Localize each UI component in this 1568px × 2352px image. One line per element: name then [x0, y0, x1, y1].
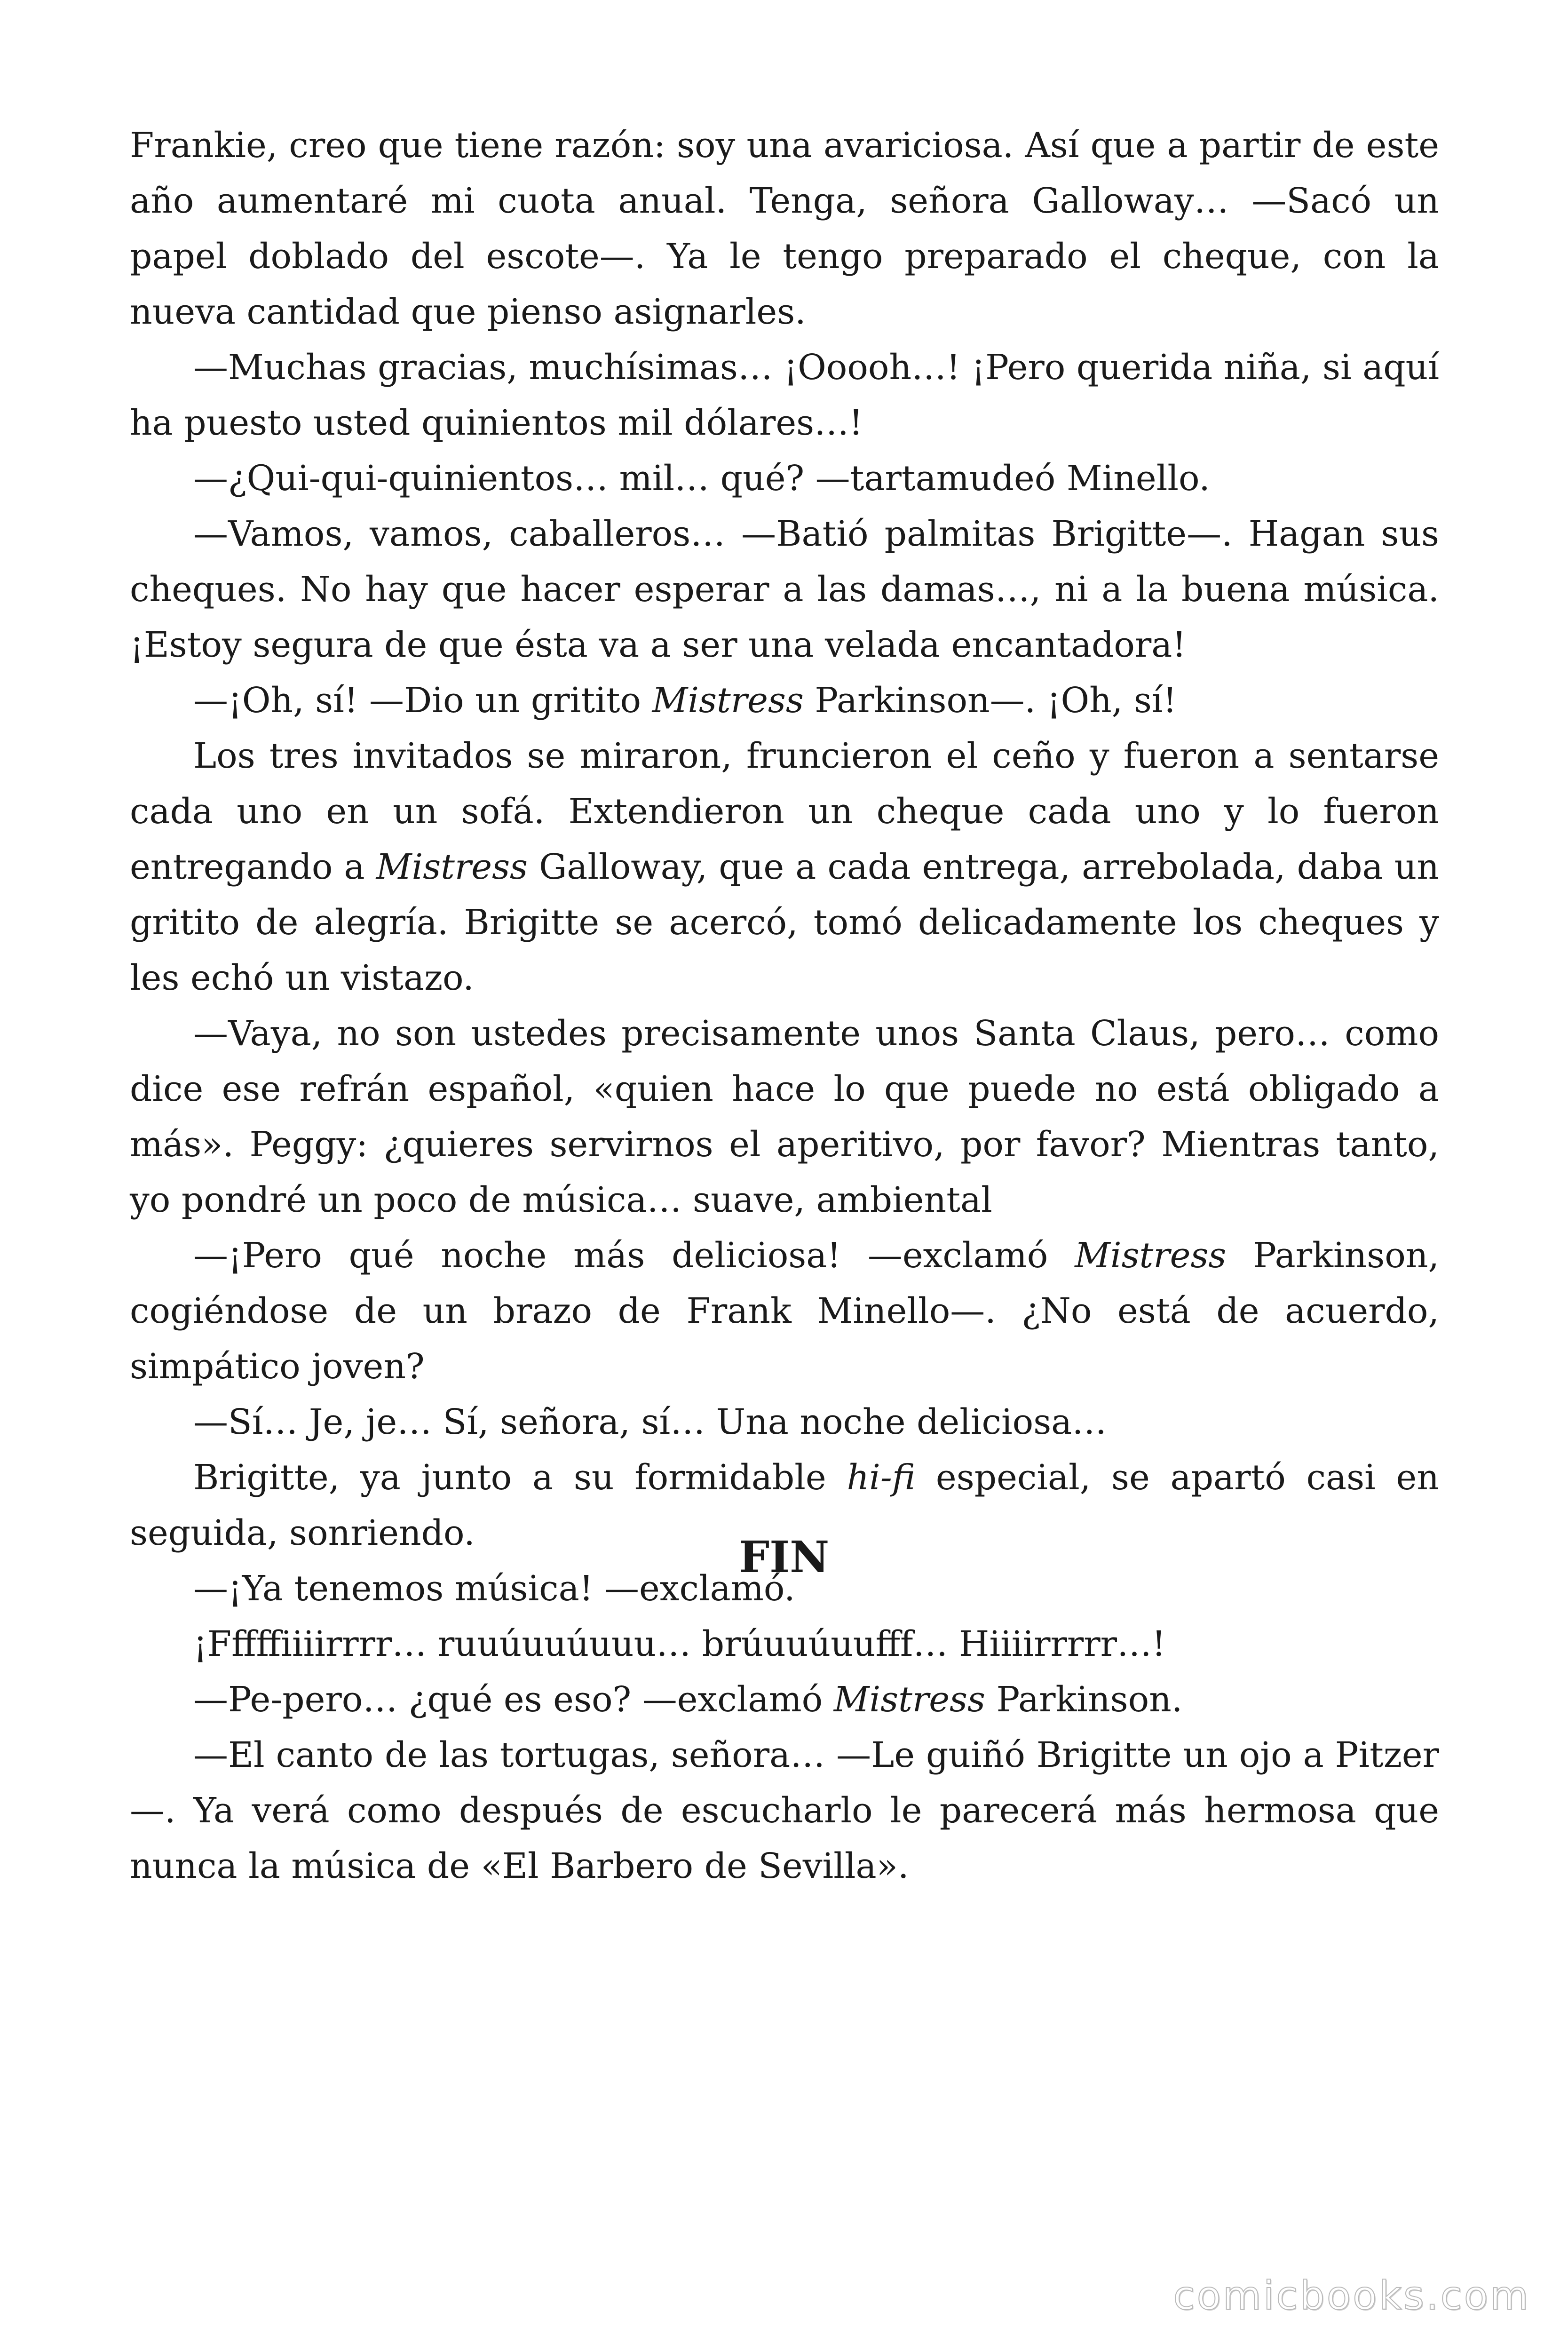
paragraph: —Muchas gracias, muchísimas… ¡Ooooh…! ¡Pero querida niña, si aquí ha puesto usted quinientos mil dólares…! — [130, 347, 1439, 443]
watermark: comicbooks.com — [1173, 2273, 1530, 2319]
paragraph: ¡Fffffiiiirrrr… ruuúuuúuuu… brúuuúuufff… Hiiiirrrrr…! — [193, 1624, 1166, 1664]
paragraph: Los tres invitados se miraron, fruncieron el ceño y fueron a sentarse cada uno en un sofá. Extendieron un cheque cada uno y lo fueron entregando a Mistress Galloway, que a cada entrega, arrebolada, daba un gritito de alegría. Brigitte se acercó, tomó delicadamente los cheques y les echó un vistazo. — [130, 736, 1439, 998]
paragraph: —¡Pero qué noche más deliciosa! —exclamó Mistress Parkinson, cogiéndose de un brazo de Frank Minello—. ¿No está de acuerdo, simpático joven? — [130, 1235, 1439, 1387]
body-text — [130, 118, 1439, 1894]
paragraph: —Vaya, no son ustedes precisamente unos Santa Claus, pero… como dice ese refrán español, «quien hace lo que puede no está obligado a más». Peggy: ¿quieres servirnos el aperitivo, por favor? Mientras tanto, yo pondré un poco de música… suave, ambiental — [130, 1013, 1439, 1220]
paragraph: —¡Oh, sí! —Dio un gritito Mistress Parkinson—. ¡Oh, sí! — [193, 680, 1177, 721]
paragraph: —Vamos, vamos, caballeros… —Batió palmitas Brigitte—. Hagan sus cheques. No hay que hacer esperar a las damas…, ni a la buena música. ¡Estoy segura de que ésta va a ser una velada encantadora! — [130, 514, 1439, 665]
paragraph: Brigitte, ya junto a su formidable hi-fi especial, se apartó casi en seguida, sonriendo. — [130, 1457, 1439, 1553]
paragraph: —¡Ya tenemos música! —exclamó. — [193, 1568, 795, 1609]
paragraph: —El canto de las tortugas, señora… —Le guiñó Brigitte un ojo a Pitzer—. Ya verá como después de escucharlo le parecerá más hermosa que nunca la música de «El Barbero de Sevilla». — [130, 1735, 1439, 1886]
paragraph: —Pe-pero… ¿qué es eso? —exclamó Mistress Parkinson. — [193, 1679, 1183, 1720]
paragraph: Frankie, creo que tiene razón: soy una avariciosa. Así que a partir de este año aumentaré mi cuota anual. Tenga, señora Galloway… —Sacó un papel doblado del escote—. Ya le tengo preparado el cheque, con la nueva cantidad que pienso asignarles. — [130, 125, 1439, 332]
paragraph: —Sí… Je, je… Sí, señora, sí… Una noche deliciosa… — [193, 1402, 1107, 1442]
paragraph: —¿Qui-qui-quinientos… mil… qué? —tartamudeó Minello. — [193, 458, 1210, 499]
end-marker: FIN — [738, 1532, 830, 1582]
